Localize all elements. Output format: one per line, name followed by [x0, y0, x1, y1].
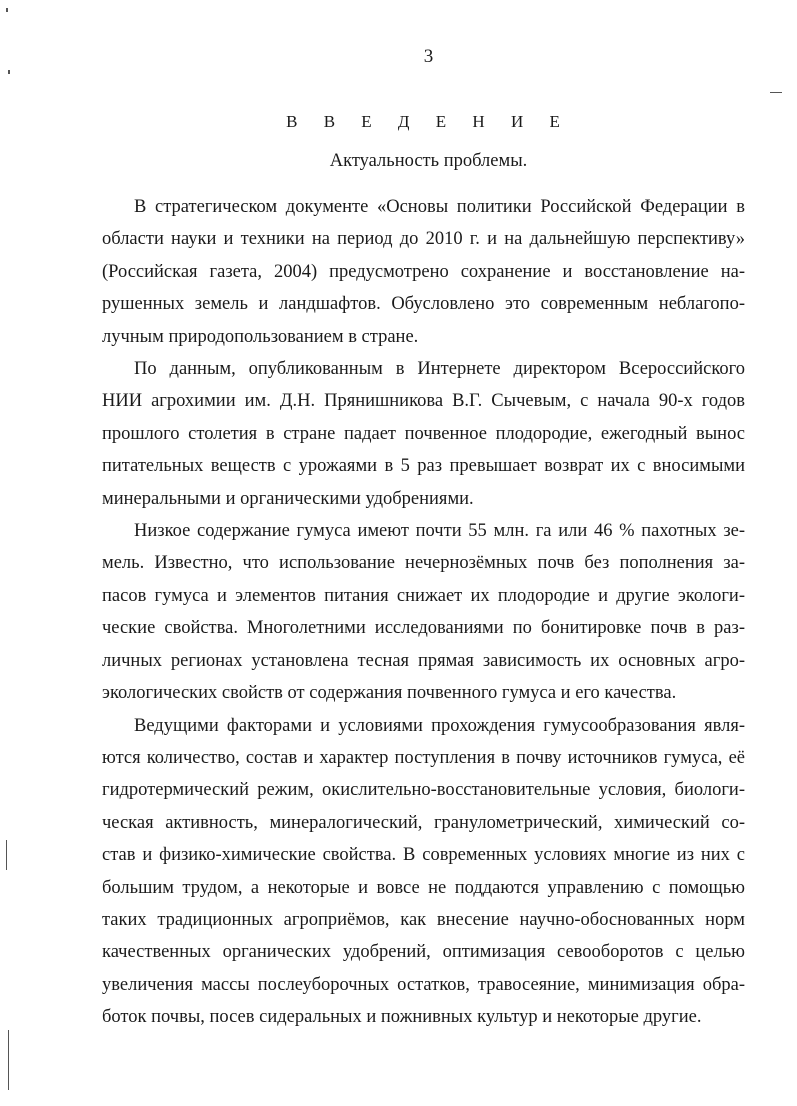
text-line: пасов гумуса и элементов питания снижает их плодородие и другие экологи- [102, 585, 745, 606]
text-line: По данным, опубликованным в Интернете директором Всероссийского [134, 359, 745, 380]
document-body [102, 191, 745, 1034]
text-line: прошлого столетия в стране падает почвенное плодородие, ежегодный вынос [102, 423, 745, 444]
scan-artifact [8, 70, 10, 74]
section-heading: В В Е Д Е Н И Е [286, 112, 571, 131]
text-line: ются количество, состав и характер поступления в почву источников гумуса, её [102, 747, 745, 768]
paragraph [102, 191, 745, 353]
text-line: большим трудом, а некоторые и вовсе не поддаются управлению с помощью [102, 877, 745, 898]
text-line: гидротермический режим, окислительно-восстановительные условия, биологи- [102, 780, 745, 801]
text-line: области науки и техники на период до 2010 г. и на дальнейшую перспективу» [102, 229, 745, 250]
text-line: Ведущими факторами и условиями прохождения гумусообразования явля- [134, 715, 745, 736]
text-line: личных регионах установлена тесная прямая зависимость их основных агро- [102, 650, 745, 671]
text-line: ческие свойства. Многолетними исследованиями по бонитировке почв в раз- [102, 618, 745, 639]
text-line: качественных органических удобрений, оптимизация севооборотов с целью [102, 942, 745, 963]
text-line: (Российская газета, 2004) предусмотрено сохранение и восстановление на- [102, 261, 745, 282]
paragraph [102, 515, 745, 709]
text-line: боток почвы, посев сидеральных и пожнивных культур и некоторые другие. [102, 1007, 702, 1028]
text-line: лучным природопользованием в стране. [102, 326, 419, 347]
scan-artifact [6, 8, 8, 12]
section-subheading: Актуальность проблемы. [329, 151, 528, 171]
text-line: питательных веществ с урожаями в 5 раз превышает возврат их с вносимыми [102, 456, 745, 477]
text-line: Низкое содержание гумуса имеют почти 55 млн. га или 46 % пахотных зе- [134, 521, 745, 542]
text-line: рушенных земель и ландшафтов. Обусловлено это современным неблагопо- [102, 294, 745, 315]
paragraph [102, 353, 745, 515]
scan-artifact [8, 1030, 9, 1090]
page-number: 3 [423, 46, 434, 67]
text-line: став и физико-химические свойства. В современных условиях многие из них с [102, 845, 745, 866]
scan-artifact [6, 840, 7, 870]
text-line: минеральными и органическими удобрениями. [102, 488, 474, 509]
text-line: таких традиционных агроприёмов, как внесение научно-обоснованных норм [102, 909, 745, 930]
text-line: НИИ агрохимии им. Д.Н. Прянишникова В.Г. Сычевым, с начала 90-х годов [102, 391, 745, 412]
text-line: В стратегическом документе «Основы политики Российской Федерации в [134, 197, 745, 217]
paragraph [102, 710, 745, 1034]
text-line: экологических свойств от содержания почвенного гумуса и его качества. [102, 683, 677, 704]
scan-artifact [770, 92, 782, 93]
text-line: увеличения массы послеуборочных остатков, травосеяние, минимизация обра- [102, 974, 745, 995]
text-line: ческая активность, минералогический, гранулометрический, химический со- [102, 812, 745, 833]
text-line: мель. Известно, что использование нечернозёмных почв без пополнения за- [102, 553, 745, 574]
